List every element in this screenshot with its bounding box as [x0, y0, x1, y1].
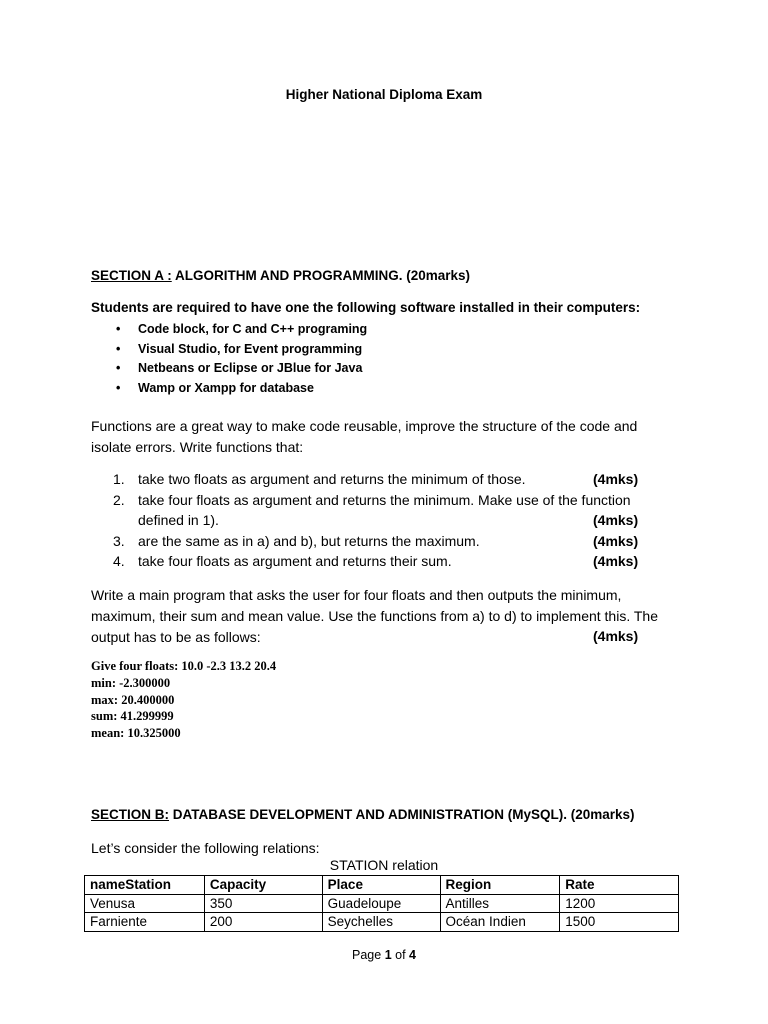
question-3-text: are the same as in a) and b), but returns the maximum. [138, 533, 480, 549]
list-item: • Wamp or Xampp for database [116, 380, 314, 395]
question-3-marks: (4mks) [593, 533, 639, 549]
document-title: Higher National Diploma Exam [285, 87, 483, 102]
page-total: 4 [409, 948, 416, 962]
functions-intro-line-2: isolate errors. Write functions that: [91, 439, 304, 455]
main-program-line-3: output has to be as follows: [91, 629, 261, 645]
page-word: Page [352, 948, 385, 962]
of-word: of [391, 948, 410, 962]
page-number: 1 [384, 948, 392, 962]
question-2-marks: (4mks) [593, 512, 639, 528]
column-header: Region [440, 876, 560, 895]
question-4-marks: (4mks) [593, 553, 639, 569]
section-a-heading [91, 268, 470, 283]
main-program-line-2: maximum, their sum and mean value. Use the functions from a) to d) to implement this. The [91, 608, 658, 624]
question-1-number: 1. [113, 471, 125, 487]
section-a-label: SECTION A : [91, 268, 172, 283]
table-header-row [85, 876, 679, 895]
question-2-text-continued: defined in 1). [138, 512, 219, 528]
page-footer [0, 948, 768, 962]
table-row [85, 913, 679, 932]
column-header: nameStation [85, 876, 205, 895]
section-b-label: SECTION B: [91, 807, 170, 822]
question-2-number: 2. [113, 492, 125, 508]
sample-output-line: mean: 10.325000 [91, 726, 181, 741]
section-b-title: DATABASE DEVELOPMENT AND ADMINISTRATION (MySQL). (20marks) [169, 807, 635, 822]
relations-intro: Let’s consider the following relations: [91, 840, 320, 856]
station-table [84, 875, 679, 932]
question-4-number: 4. [113, 553, 125, 569]
section-a-title: ALGORITHM AND PROGRAMMING. (20marks) [171, 268, 471, 283]
question-4-text: take four floats as argument and returns their sum. [138, 553, 452, 569]
question-1-text: take two floats as argument and returns the minimum of those. [138, 471, 526, 487]
column-header: Place [322, 876, 440, 895]
main-program-marks: (4mks) [593, 628, 639, 644]
table-cell: 350 [204, 894, 322, 913]
table-cell: Venusa [85, 894, 205, 913]
sample-output-line: max: 20.400000 [91, 692, 175, 707]
bullet-icon: • [116, 380, 121, 395]
section-b-heading [91, 807, 635, 822]
sample-output-line: min: -2.300000 [91, 675, 171, 690]
column-header: Rate [560, 876, 679, 895]
question-3-number: 3. [113, 533, 125, 549]
sample-output-line: Give four floats: 10.0 -2.3 13.2 20.4 [91, 659, 277, 673]
main-program-line-1: Write a main program that asks the user for four floats and then outputs the minimum, [91, 587, 622, 603]
bullet-icon: • [116, 322, 121, 336]
table-cell: 200 [204, 913, 322, 932]
question-1-marks: (4mks) [593, 471, 639, 487]
sample-output [91, 658, 276, 742]
list-item: • Code block, for C and C++ programing [116, 322, 368, 336]
table-cell: Guadeloupe [322, 894, 440, 913]
table-caption: STATION relation [329, 857, 439, 873]
software-requirement: Students are required to have one the following software installed in their computers: [91, 300, 641, 315]
bullet-icon: • [116, 341, 121, 356]
question-2-text: take four floats as argument and returns the minimum. Make use of the function [138, 492, 631, 508]
sample-output-line: sum: 41.299999 [91, 709, 174, 724]
column-header: Capacity [204, 876, 322, 895]
table-cell: Océan Indien [440, 913, 560, 932]
functions-intro-line-1: Functions are a great way to make code reusable, improve the structure of the code and [91, 418, 638, 434]
table-cell: Antilles [440, 894, 560, 913]
software-list [113, 321, 367, 399]
table-row [85, 894, 679, 913]
list-item: • Visual Studio, for Event programming [116, 341, 363, 356]
list-item: • Netbeans or Eclipse or JBlue for Java [116, 361, 363, 376]
table-cell: Farniente [85, 913, 205, 932]
table-cell: 1500 [560, 913, 679, 932]
table-cell: 1200 [560, 894, 679, 913]
table-cell: Seychelles [322, 913, 440, 932]
bullet-icon: • [116, 361, 121, 376]
